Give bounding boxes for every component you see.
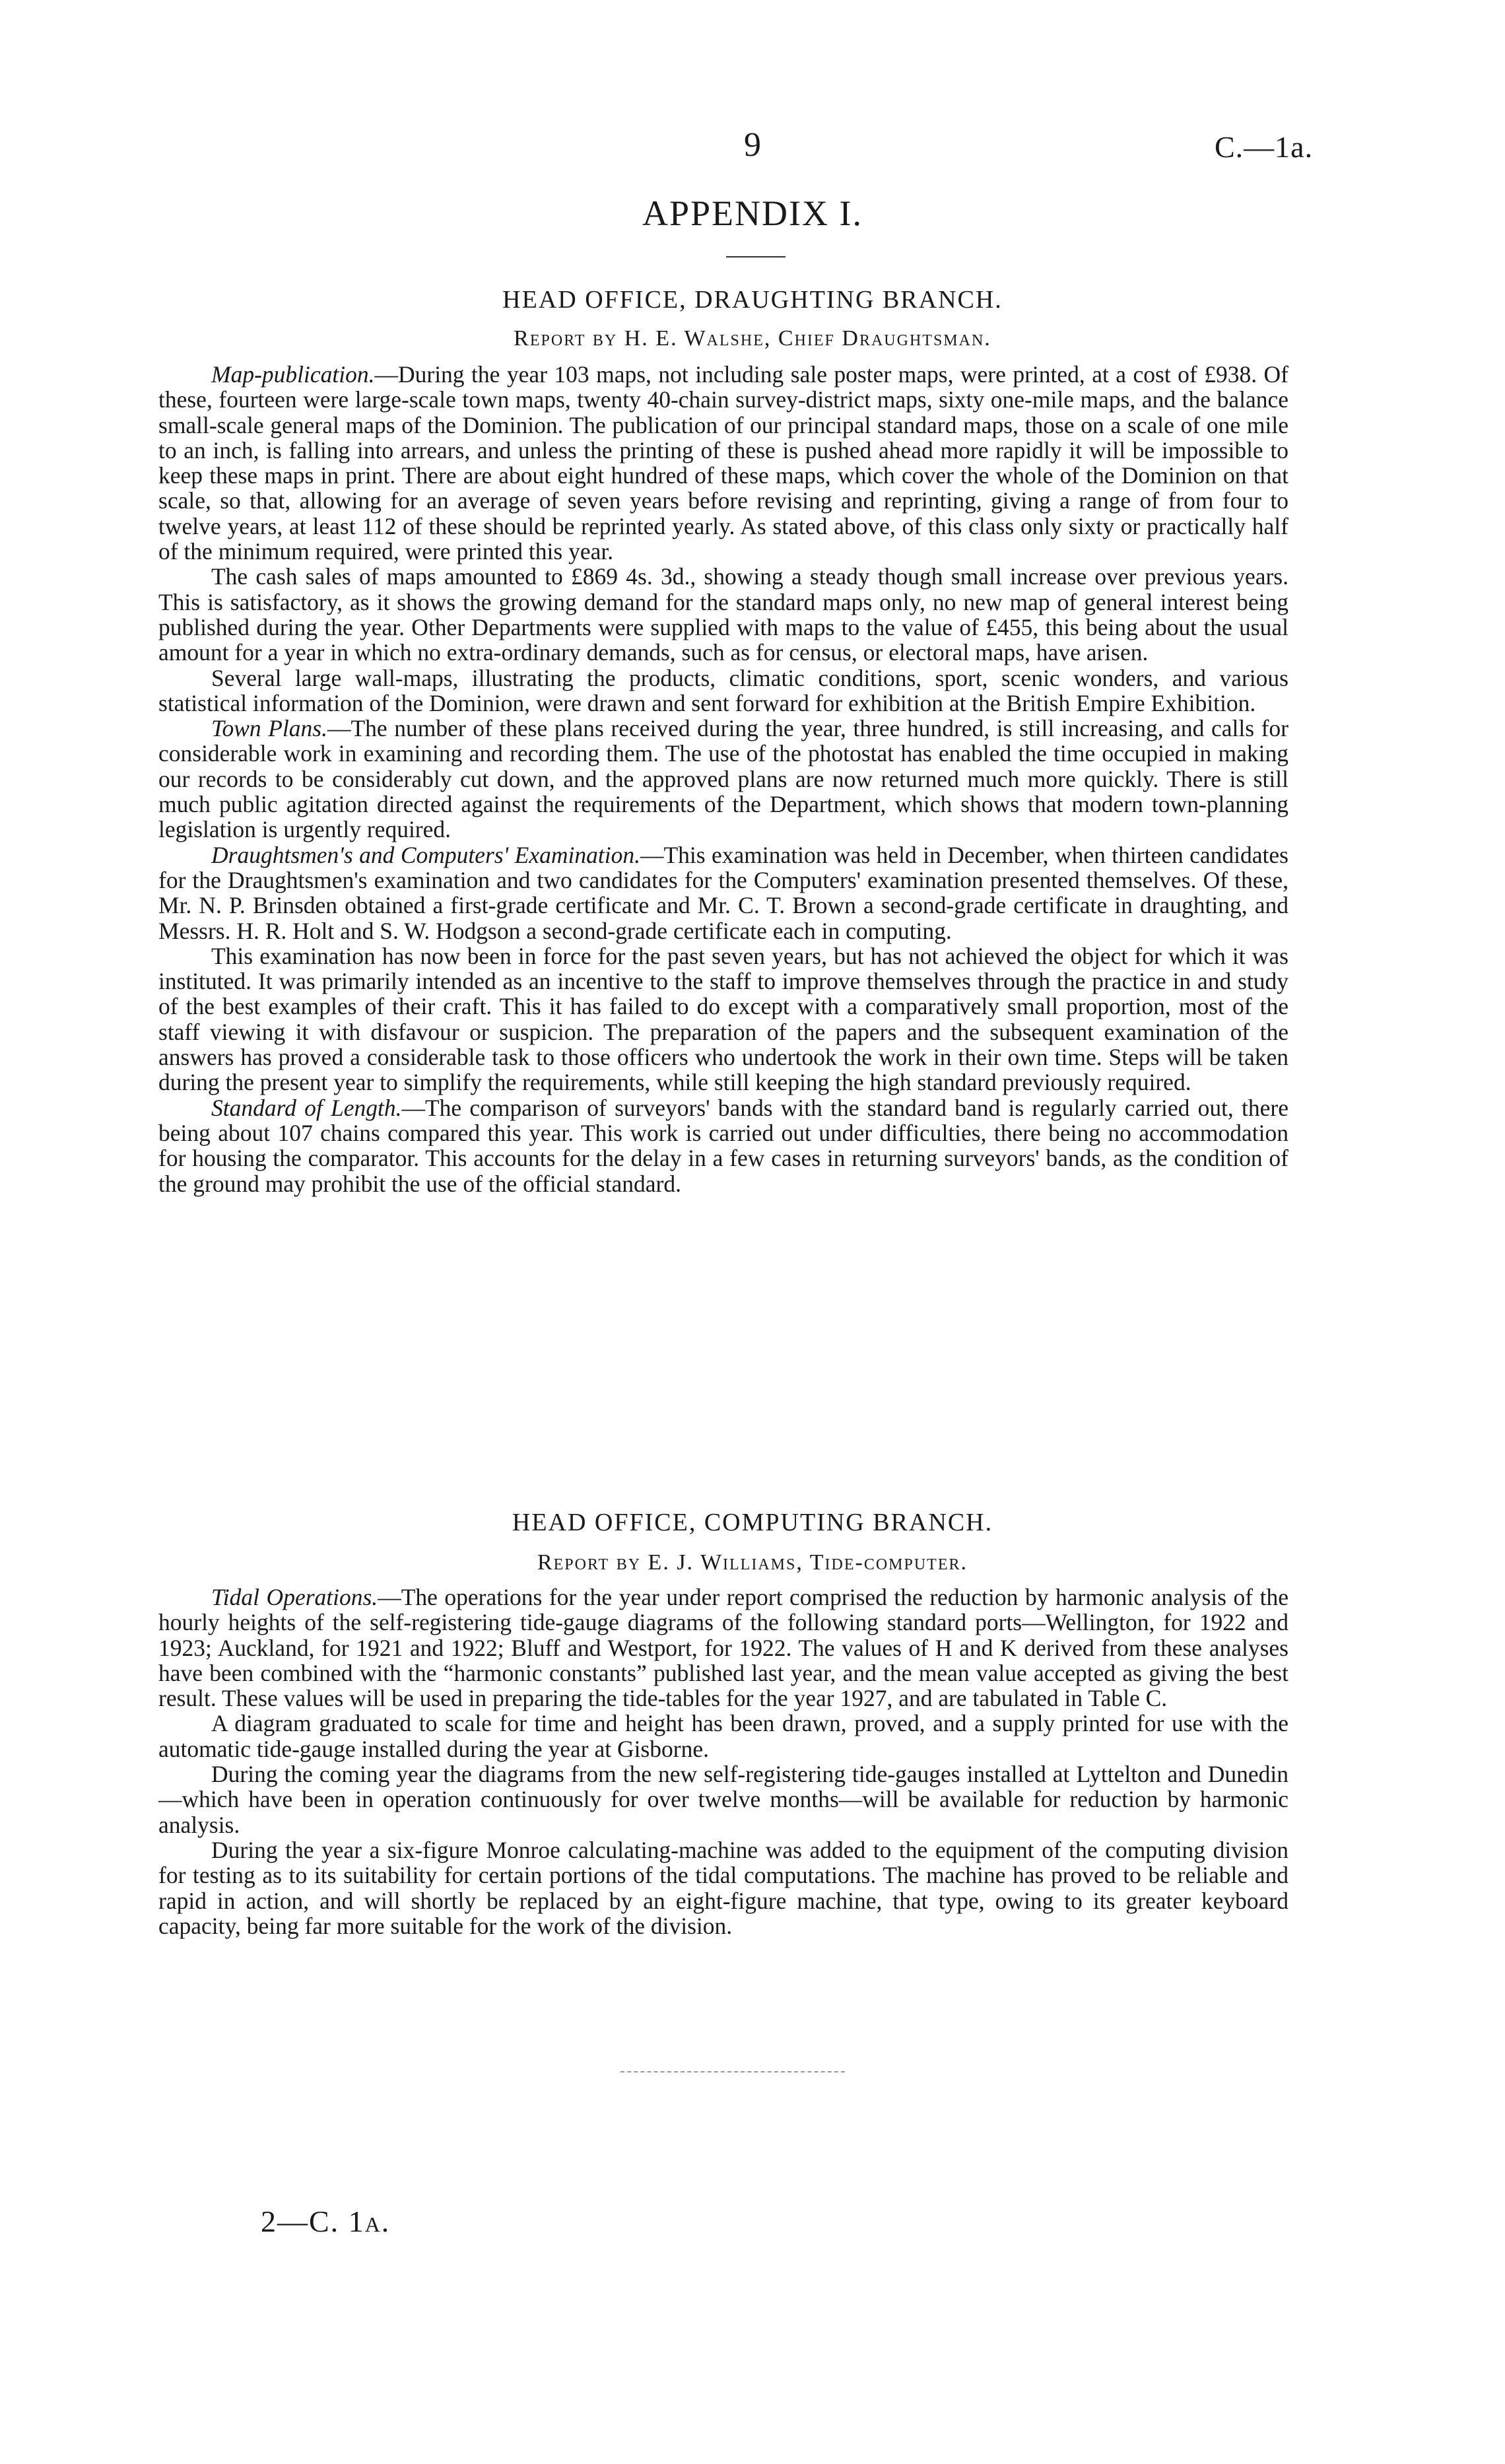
paragraph-text: —The comparison of surveyors' bands with the standard band is regularly carried out, there being about 107 chains compared this year. This work is carried out under difficulties, there being no accommodation for housing the comparator. This accounts for the delay in a few cases in returning surveyors' bands, as the condition of the ground may prohibit the use of the official standard. bbox=[158, 1094, 1288, 1197]
paragraph-text: During the year a six-figure Monroe calculating-machine was added to the equipment of the computing division for testing as to its suitability for certain portions of the tidal computations. The machine has proved to be reliable and rapid in action, and will shortly be replaced by an eight-figure machine, that type, owing to its greater keyboard capacity, being far more suitable for the work of the division. bbox=[158, 1836, 1288, 1939]
signature-code: 1a. bbox=[348, 2205, 391, 2238]
paragraph-text: This examination has now been in force for the past seven years, but has not achieved the object for which it was instituted. It was primarily intended as an incentive to the staff to improve themselves through the practice in and study of the best examples of their craft. This it has failed to do except with a comparatively small proportion, most of the staff viewing it with disfavour or suspicion. The preparation of the papers and the subsequent examination of the answers has proved a considerable task to those officers who undertook the work in their own time. Steps will be taken during the present year to simplify the requirements, while still keeping the high standard previously required. bbox=[158, 942, 1288, 1096]
computing-branch-heading: HEAD OFFICE, COMPUTING BRANCH. bbox=[512, 1509, 993, 1536]
draughting-report-body bbox=[158, 362, 1288, 1196]
paragraph-text: During the coming year the diagrams from the new self-registering tide-gauges installed at Lyttelton and Dunedin—which have been in operation continuously for over twelve months—will be available for reduction by harmonic analysis. bbox=[158, 1761, 1288, 1838]
signature-prefix: 2—C. bbox=[261, 2205, 340, 2238]
paragraph-examination bbox=[158, 842, 1288, 943]
paragraph-lead: Town Plans. bbox=[211, 715, 327, 742]
paragraph-text: A diagram graduated to scale for time and height has been drawn, proved, and a supply printed for use with the automatic tide-gauge installed during the year at Gisborne. bbox=[158, 1710, 1288, 1762]
paragraph-examination-review bbox=[158, 943, 1288, 1095]
page-number: 9 bbox=[744, 126, 761, 164]
title-divider bbox=[726, 256, 786, 257]
paragraph-text: —The number of these plans received during the year, three hundred, is still increasing, and calls for considerable work in examining and recording them. The use of the photostat has enabled the time occupied in making our records to be considerably cut down, and the approved plans are now returned much more quickly. There is still much public agitation directed against the requirements of the Department, which shows that modern town-planning legislation is urgently required. bbox=[158, 715, 1288, 843]
paragraph-wall-maps bbox=[158, 666, 1288, 716]
paragraph-coming-year bbox=[158, 1762, 1288, 1837]
paragraph-tidal-operations bbox=[158, 1585, 1288, 1711]
paragraph-map-publication bbox=[158, 362, 1288, 564]
paragraph-cash-sales bbox=[158, 564, 1288, 665]
paragraph-lead: Draughtsmen's and Computers' Examination. bbox=[211, 841, 640, 868]
appendix-title: APPENDIX I. bbox=[642, 193, 863, 233]
document-code: C.—1a. bbox=[1215, 130, 1314, 164]
paragraph-lead: Standard of Length. bbox=[211, 1094, 402, 1121]
paragraph-standard-of-length bbox=[158, 1095, 1288, 1196]
draughting-branch-heading: HEAD OFFICE, DRAUGHTING BRANCH. bbox=[502, 286, 1003, 314]
paragraph-text: —This examination was held in December, when thirteen candidates for the Draughtsmen's examination and two candidates for the Computers' examination presented themselves. Of these, Mr. N. P. Brinsden obtained a first-grade certificate and Mr. C. T. Brown a second-grade certificate in draughting, and Messrs. H. R. Holt and S. W. Hodgson a second-grade certificate each in computing. bbox=[158, 841, 1288, 944]
paragraph-text: The cash sales of maps amounted to £869 4s. 3d., showing a steady though small increase over previous years. This is satisfactory, as it shows the growing demand for the standard maps only, no new map of general interest being published during the year. Other Departments were supplied with maps to the value of £455, this being about the usual amount for a year in which no extra-ordinary demands, such as for census, or electoral maps, have arisen. bbox=[158, 563, 1288, 666]
printer-signature bbox=[261, 2204, 390, 2239]
paragraph-calculating-machine bbox=[158, 1837, 1288, 1938]
paragraph-diagram bbox=[158, 1711, 1288, 1762]
paragraph-text: —During the year 103 maps, not including sale poster maps, were printed, at a cost of £938. Of these, fourteen were large-scale town maps, twenty 40-chain survey-district maps, sixty one-mile maps, and the balance small-scale general maps of the Dominion. The publication of our principal standard maps, those on a scale of one mile to an inch, is falling into arrears, and unless the printing of these is pushed ahead more rapidly it will be impossible to keep these maps in print. There are about eight hundred of these maps, which cover the whole of the Dominion on that scale, so that, allowing for an average of seven years before revising and reprinting, giving a range of from four to twelve years, at least 112 of these should be reprinted yearly. As stated above, of this class only sixty or practically half of the minimum required, were printed this year. bbox=[158, 361, 1288, 565]
draughting-report-byline: Report by H. E. Walshe, Chief Draughtsman. bbox=[514, 326, 991, 351]
computing-report-byline: Report by E. J. Williams, Tide-computer. bbox=[537, 1550, 968, 1575]
paragraph-lead: Map-publication. bbox=[211, 361, 375, 388]
computing-report-body bbox=[158, 1585, 1288, 1938]
paragraph-text: Several large wall-maps, illustrating the products, climatic conditions, sport, scenic wonders, and various statistical information of the Dominion, were drawn and sent forward for exhibition at the British Empire Exhibition. bbox=[158, 664, 1288, 716]
paragraph-lead: Tidal Operations. bbox=[211, 1584, 378, 1610]
paragraph-town-plans bbox=[158, 716, 1288, 842]
paragraph-text: —The operations for the year under report comprised the reduction by harmonic analysis of the hourly heights of the self-registering tide-gauge diagrams of the following standard ports—Wellington, for 1922 and 1923; Auckland, for 1921 and 1922; Bluff and Westport, for 1922. The values of H and K derived from these analyses have been combined with the “harmonic constants” published last year, and the mean value accepted as giving the best result. These values will be used in preparing the tide-tables for the year 1927, and are tabulated in Table C. bbox=[158, 1584, 1289, 1712]
section-end-divider bbox=[620, 2071, 845, 2072]
